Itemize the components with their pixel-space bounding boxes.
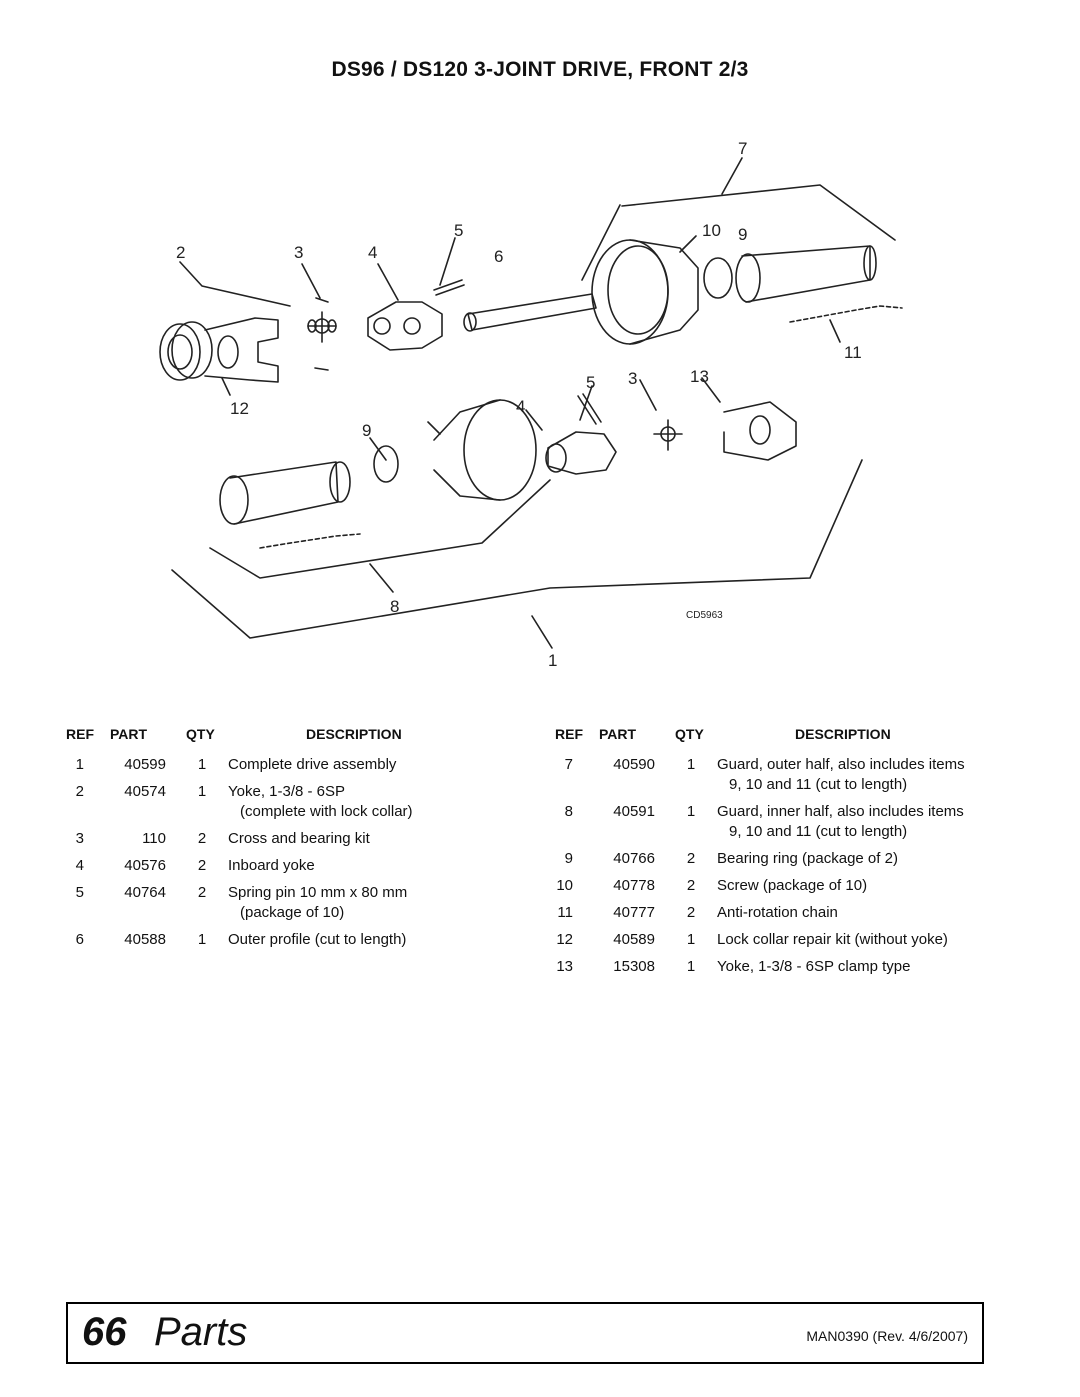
ref-cell: 10 [556,877,573,894]
part-cell: 40778 [613,877,655,894]
callout-label: 10 [702,221,721,240]
description-cell [228,782,413,822]
leader-3b [640,380,656,410]
cross-bearing-lower [654,420,682,450]
leader-9b [370,438,386,460]
description-cell [717,903,838,923]
parts-table-right [555,726,975,977]
leader-1 [532,616,552,648]
col-part: PART [110,726,148,742]
table-row [66,883,486,923]
part-cell: 40589 [613,931,655,948]
ref-cell: 1 [75,756,84,773]
ref-cell: 13 [556,958,573,975]
cross-bearing-upper [308,298,336,370]
qty-cell: 1 [197,783,207,800]
ref-cell: 8 [564,803,573,820]
description-cell [228,856,315,876]
qty-cell: 2 [686,850,696,867]
ref-cell: 12 [556,931,573,948]
bearing-ring-lower [374,446,398,482]
qty-cell: 1 [686,958,696,975]
bracket-inner-guard [210,480,550,578]
part-cell: 40766 [613,850,655,867]
description-line: Yoke, 1-3/8 - 6SP [228,783,346,800]
outer-profile [468,294,596,330]
col-qty: QTY [186,726,215,742]
callout-label: 11 [844,343,862,362]
description-cell [717,849,898,869]
part-cell: 40591 [613,803,655,820]
table-row [555,849,975,869]
table-row [555,930,975,950]
ref-cell: 5 [75,884,84,901]
callout-label: 7 [738,139,748,158]
part-cell: 15308 [613,958,655,975]
callout-label: 12 [230,399,249,418]
bearing-ring-upper [704,258,732,298]
description-line: Yoke, 1-3/8 - 6SP clamp type [717,958,911,975]
callout-label: 3 [294,243,304,262]
col-ref: REF [66,726,94,742]
leader-2 [180,262,290,306]
callout-label: 3 [628,369,638,388]
qty-cell: 1 [686,803,696,820]
outer-tube [742,246,870,302]
ref-cell: 4 [75,857,84,874]
qty-cell: 2 [686,904,696,921]
ref-cell: 7 [564,756,573,773]
part-cell: 40576 [124,857,166,874]
part-cell: 40590 [613,756,655,773]
description-line: Spring pin 10 mm x 80 mm [228,884,408,901]
description-line: Anti-rotation chain [717,904,838,921]
page-footer [66,1302,984,1364]
qty-cell: 2 [197,830,207,847]
description-line: Cross and bearing kit [228,830,370,847]
parts-table-left [66,726,486,950]
table-row [555,957,975,977]
inboard-yoke-lower [548,432,616,474]
page-title: DS96 / DS120 3-JOINT DRIVE, FRONT 2/3 [331,58,749,81]
manual-revision: MAN0390 (Rev. 4/6/2007) [806,1328,968,1344]
screw-lower [428,422,440,434]
part-cell: 40764 [124,884,166,901]
table-row [555,802,975,842]
table-row [555,876,975,896]
inboard-yoke-upper [368,302,442,350]
table-row [555,755,975,795]
description-line: (package of 10) [240,904,345,921]
callout-label: 8 [390,597,400,616]
description-cell [717,802,964,842]
description-cell [228,930,406,950]
section-title: Parts [154,1310,248,1354]
page-number: 66 [82,1310,127,1354]
col-part: PART [599,726,637,742]
description-line: Complete drive assembly [228,756,397,773]
callout-label: 13 [690,367,709,386]
callout-label: 4 [516,397,526,416]
leader-12 [222,378,230,395]
table-row [555,903,975,923]
figure-code: CD5963 [686,610,723,621]
ref-cell: 6 [75,931,84,948]
ref-cell: 2 [75,783,84,800]
description-line: Outer profile (cut to length) [228,931,407,948]
yoke-clamp-type [724,402,796,460]
description-cell [717,755,965,795]
table-row [66,930,486,950]
callout-label: 9 [362,421,372,440]
callout-label: 6 [494,247,504,266]
description-line: 9, 10 and 11 (cut to length) [729,776,908,793]
description-line: Inboard yoke [228,857,315,874]
col-description: DESCRIPTION [795,726,891,742]
table-row [66,856,486,876]
table-row [66,755,486,775]
description-cell [228,755,396,775]
part-cell: 40777 [613,904,655,921]
description-line: Guard, inner half, also includes items [717,803,964,820]
callout-label: 2 [176,243,186,262]
description-line: Bearing ring (package of 2) [717,850,898,867]
description-line: 9, 10 and 11 (cut to length) [729,823,908,840]
description-line: Screw (package of 10) [717,877,868,894]
callout-label: 5 [454,221,464,240]
description-cell [228,829,370,849]
qty-cell: 1 [686,931,696,948]
leader-5 [440,238,455,285]
qty-cell: 2 [686,877,696,894]
yoke-left [205,318,278,382]
leader-4 [378,264,398,300]
ref-cell: 11 [557,904,573,921]
description-cell [717,957,910,977]
inner-tube [230,462,338,524]
leader-8 [370,564,393,592]
part-cell: 110 [142,830,166,847]
callout-label: 4 [368,243,378,262]
callout-label: 5 [586,373,596,392]
bracket-assembly [172,460,862,638]
description-cell [717,876,867,896]
chain-lower [260,534,360,548]
parts-exploded-diagram [150,130,930,690]
leader-3 [302,264,320,298]
qty-cell: 1 [197,931,207,948]
ref-cell: 9 [564,850,573,867]
leader-7 [722,158,742,194]
part-cell: 40574 [124,783,166,800]
table-row [66,782,486,822]
qty-cell: 1 [686,756,696,773]
table-row [66,829,486,849]
col-ref: REF [555,726,583,742]
spring-pin-upper [434,280,464,295]
part-cell: 40588 [124,931,166,948]
chain-upper [790,306,902,322]
screw-upper [680,236,696,252]
spring-pin-lower [578,394,601,424]
qty-cell: 1 [197,756,207,773]
col-qty: QTY [675,726,704,742]
callout-label: 1 [548,651,558,670]
leader-11 [830,320,840,342]
ref-cell: 3 [75,830,84,847]
part-cell: 40599 [124,756,166,773]
col-description: DESCRIPTION [306,726,402,742]
description-cell [717,930,948,950]
description-line: Guard, outer half, also includes items [717,756,965,773]
description-line: Lock collar repair kit (without yoke) [717,931,948,948]
qty-cell: 2 [197,884,207,901]
qty-cell: 2 [197,857,207,874]
description-cell [228,883,407,923]
description-line: (complete with lock collar) [240,803,413,820]
callout-label: 9 [738,225,748,244]
